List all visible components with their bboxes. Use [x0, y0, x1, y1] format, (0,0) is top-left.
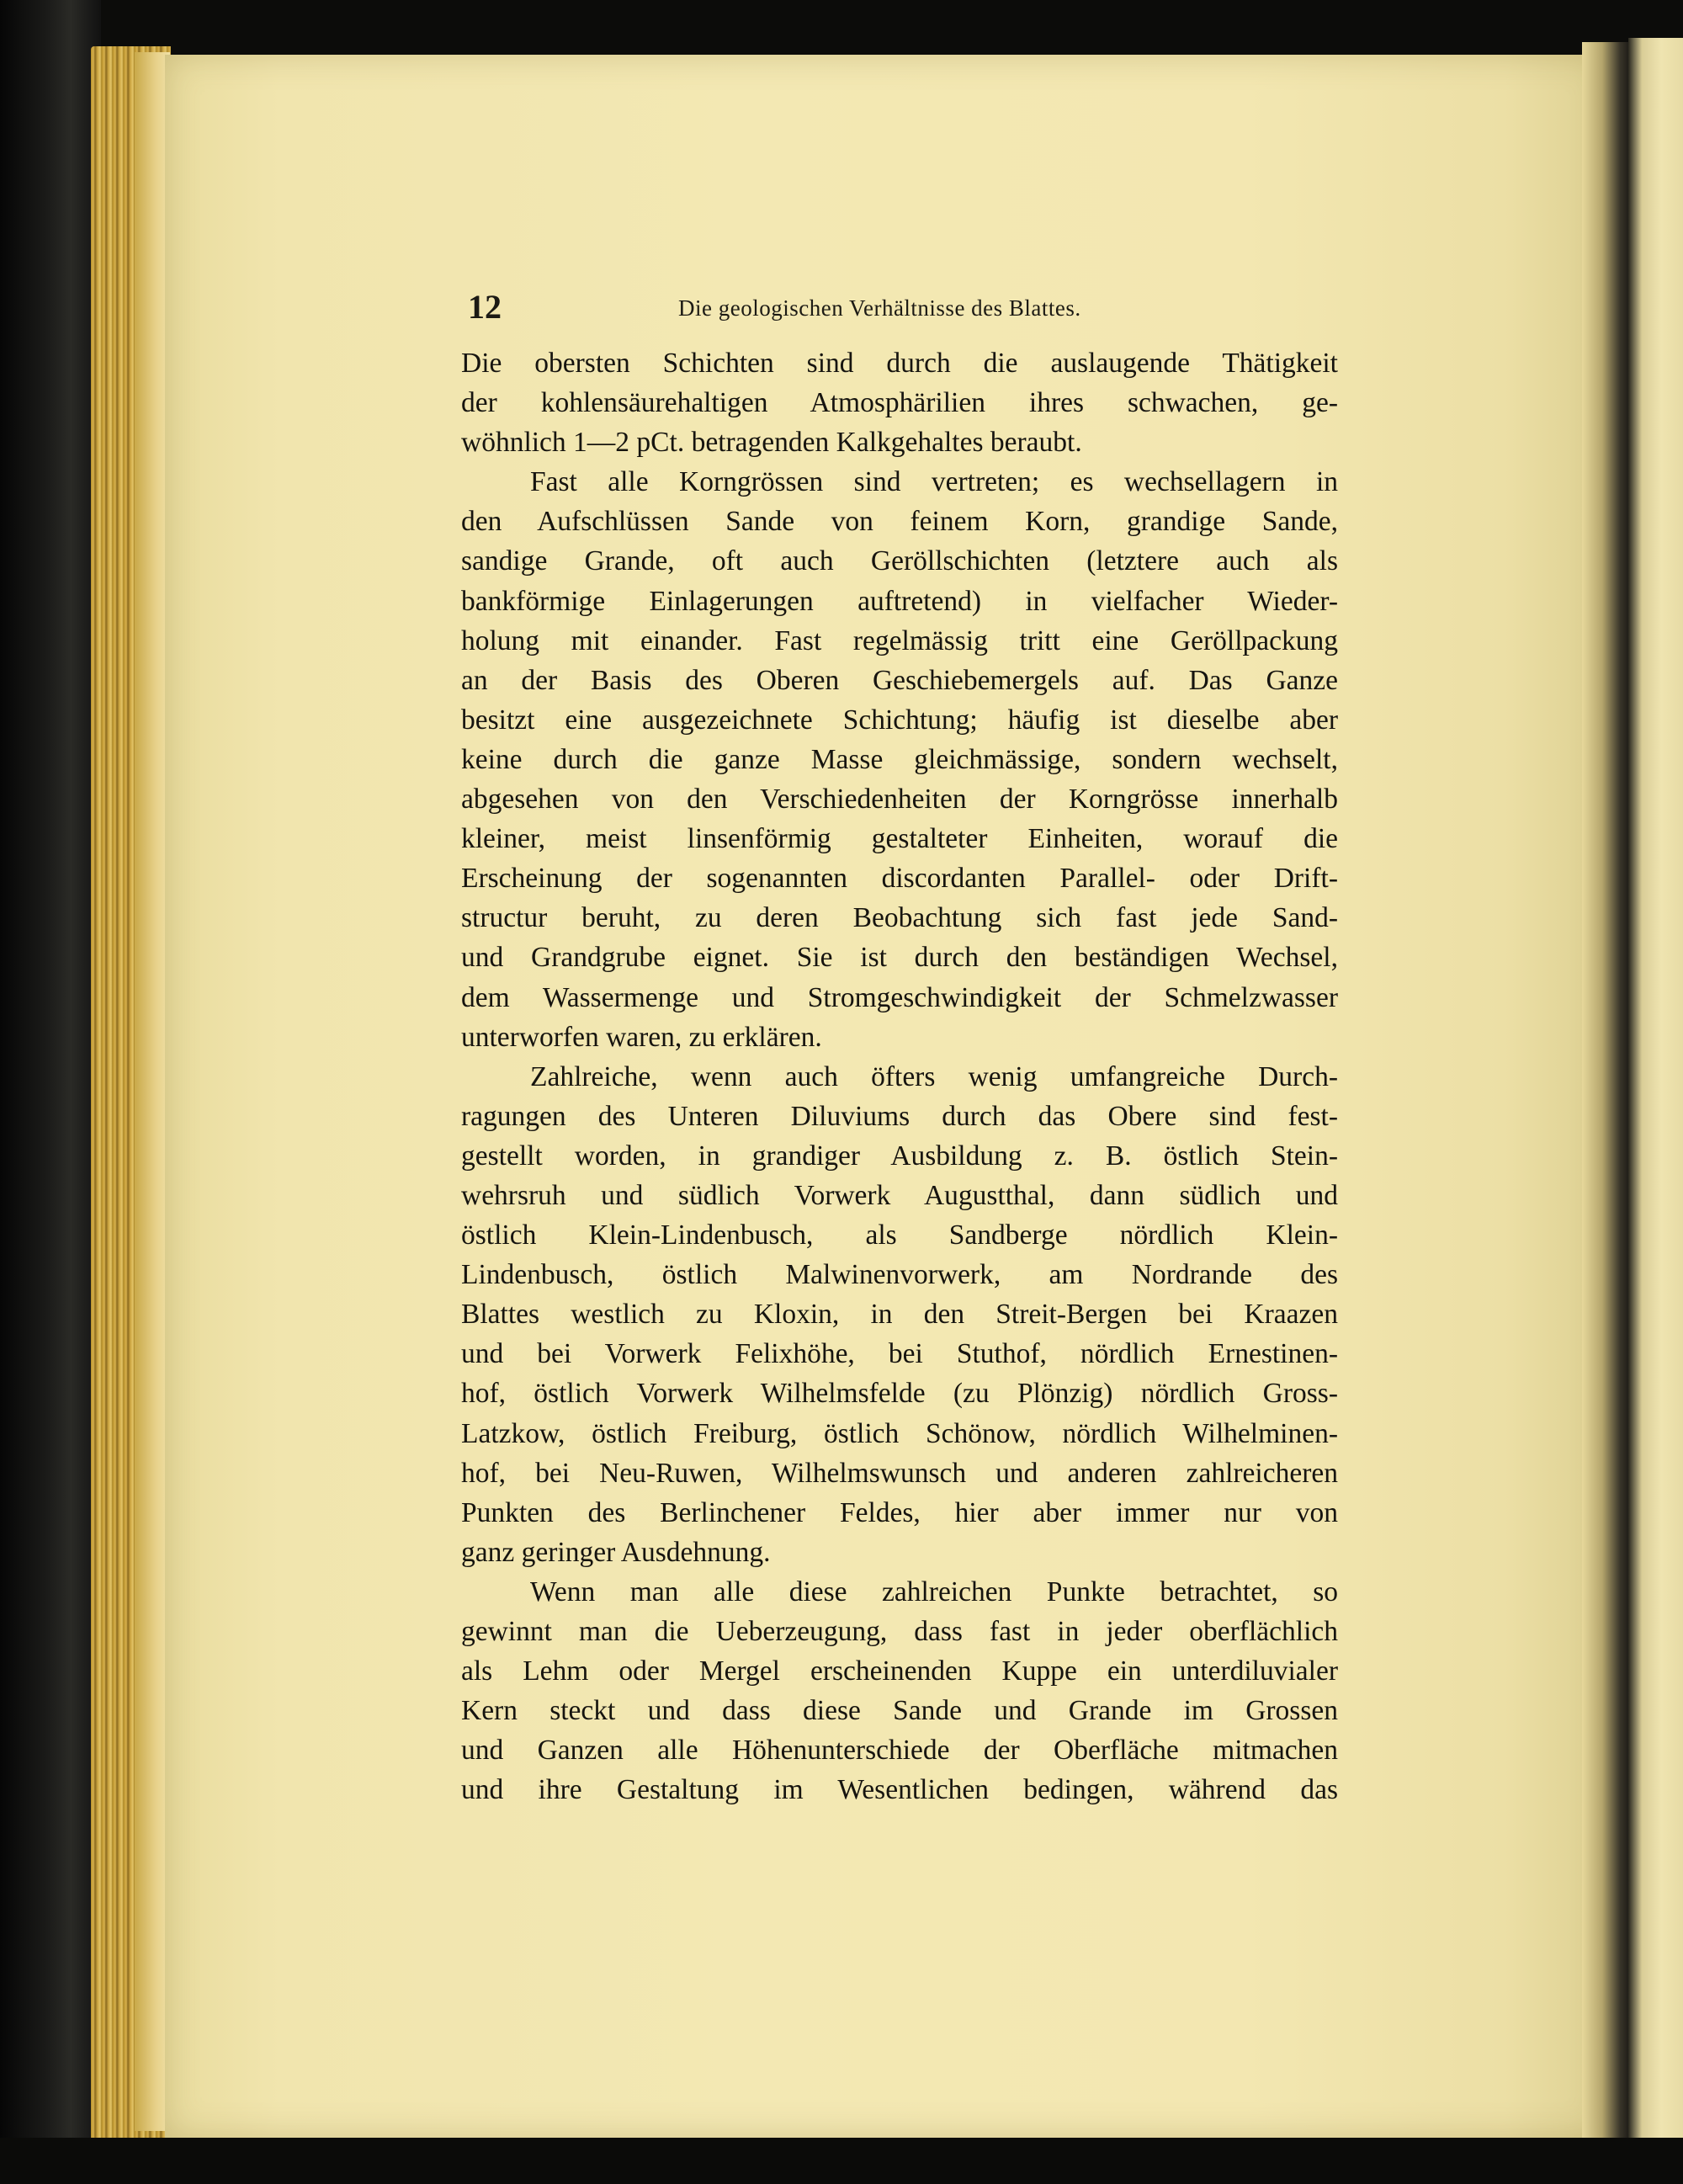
- text-line: unterworfen waren, zu erklären.: [461, 1021, 822, 1053]
- text-line: wehrsruh und südlich Vorwerk Augustthal, dann südlich und: [461, 1179, 1338, 1211]
- text-line: Zahlreiche, wenn auch öfters wenig umfangreiche Durch-: [530, 1060, 1338, 1092]
- text-line: holung mit einander. Fast regelmässig tritt eine Geröllpackung: [461, 624, 1338, 656]
- body-text: [461, 343, 1338, 1809]
- page-number: 12: [468, 288, 502, 326]
- text-line: keine durch die ganze Masse gleichmässige, sondern wechselt,: [461, 743, 1338, 775]
- text-line: Lindenbusch, östlich Malwinenvorwerk, am Nordrande des: [461, 1259, 1338, 1291]
- running-header: [468, 282, 1343, 332]
- text-line: wöhnlich 1—2 pCt. betragenden Kalkgehaltes beraubt.: [461, 427, 1082, 459]
- text-line: den Aufschlüssen Sande von feinem Korn, grandige Sande,: [461, 506, 1338, 538]
- text-line: hof, bei Neu-Ruwen, Wilhelmswunsch und anderen zahlreicheren: [461, 1457, 1338, 1489]
- text-line: Punkten des Berlinchener Feldes, hier aber immer nur von: [461, 1496, 1338, 1528]
- book-cover: [0, 0, 101, 2184]
- text-line: Latzkow, östlich Freiburg, östlich Schönow, nördlich Wilhelminen-: [461, 1417, 1338, 1449]
- text-line: dem Wassermenge und Stromgeschwindigkeit der Schmelzwasser: [461, 981, 1338, 1013]
- text-line: Erscheinung der sogenannten discordanten Parallel- oder Drift-: [461, 863, 1338, 895]
- text-line: und ihre Gestaltung im Wesentlichen bedingen, während das: [461, 1774, 1338, 1806]
- text-line: gestellt worden, in grandiger Ausbildung z. B. östlich Stein-: [461, 1140, 1338, 1172]
- text-line: kleiner, meist linsenförmig gestalteter Einheiten, worauf die: [461, 823, 1338, 855]
- text-line: und bei Vorwerk Felixhöhe, bei Stuthof, nördlich Ernestinen-: [461, 1338, 1338, 1370]
- text-line: an der Basis des Oberen Geschiebemergels auf. Das Ganze: [461, 664, 1338, 696]
- text-line: Blattes westlich zu Kloxin, in den Streit-Bergen bei Kraazen: [461, 1299, 1338, 1331]
- text-line: abgesehen von den Verschiedenheiten der Korngrösse innerhalb: [461, 784, 1338, 816]
- text-line: östlich Klein-Lindenbusch, als Sandberge nördlich Klein-: [461, 1220, 1338, 1251]
- text-line: Die obersten Schichten sind durch die auslaugende Thätigkeit: [461, 348, 1338, 379]
- text-line: als Lehm oder Mergel erscheinenden Kuppe ein unterdiluvialer: [461, 1655, 1338, 1687]
- text-line: Kern steckt und dass diese Sande und Grande im Grossen: [461, 1695, 1338, 1727]
- page-gutter: [1582, 42, 1633, 2146]
- text-line: ganz geringer Ausdehnung.: [461, 1536, 771, 1568]
- text-line: sandige Grande, oft auch Geröllschichten (letztere auch als: [461, 545, 1338, 577]
- text-line: und Ganzen alle Höhenunterschiede der Oberfläche mitmachen: [461, 1735, 1338, 1767]
- text-line: structur beruht, zu deren Beobachtung sich fast jede Sand-: [461, 902, 1338, 934]
- scan-background: [0, 2138, 1683, 2184]
- text-line: und Grandgrube eignet. Sie ist durch den beständigen Wechsel,: [461, 942, 1338, 974]
- text-line: bankförmige Einlagerungen auftretend) in vielfacher Wieder-: [461, 585, 1338, 617]
- text-line: hof, östlich Vorwerk Wilhelmsfelde (zu Plönzig) nördlich Gross-: [461, 1378, 1338, 1410]
- text-line: ragungen des Unteren Diluviums durch das Obere sind fest-: [461, 1100, 1338, 1132]
- text-line: Fast alle Korngrössen sind vertreten; es wechsellagern in: [530, 466, 1338, 498]
- text-line: der kohlensäurehaltigen Atmosphärilien ihres schwachen, ge-: [461, 387, 1338, 419]
- text-line: besitzt eine ausgezeichnete Schichtung; häufig ist dieselbe aber: [461, 704, 1338, 736]
- next-page-edge: [1628, 38, 1683, 2150]
- running-title: Die geologischen Verhältnisse des Blattes.: [678, 295, 1081, 321]
- text-line: Wenn man alle diese zahlreichen Punkte betrachtet, so: [530, 1576, 1338, 1607]
- text-line: gewinnt man die Ueberzeugung, dass fast in jeder oberflächlich: [461, 1616, 1338, 1647]
